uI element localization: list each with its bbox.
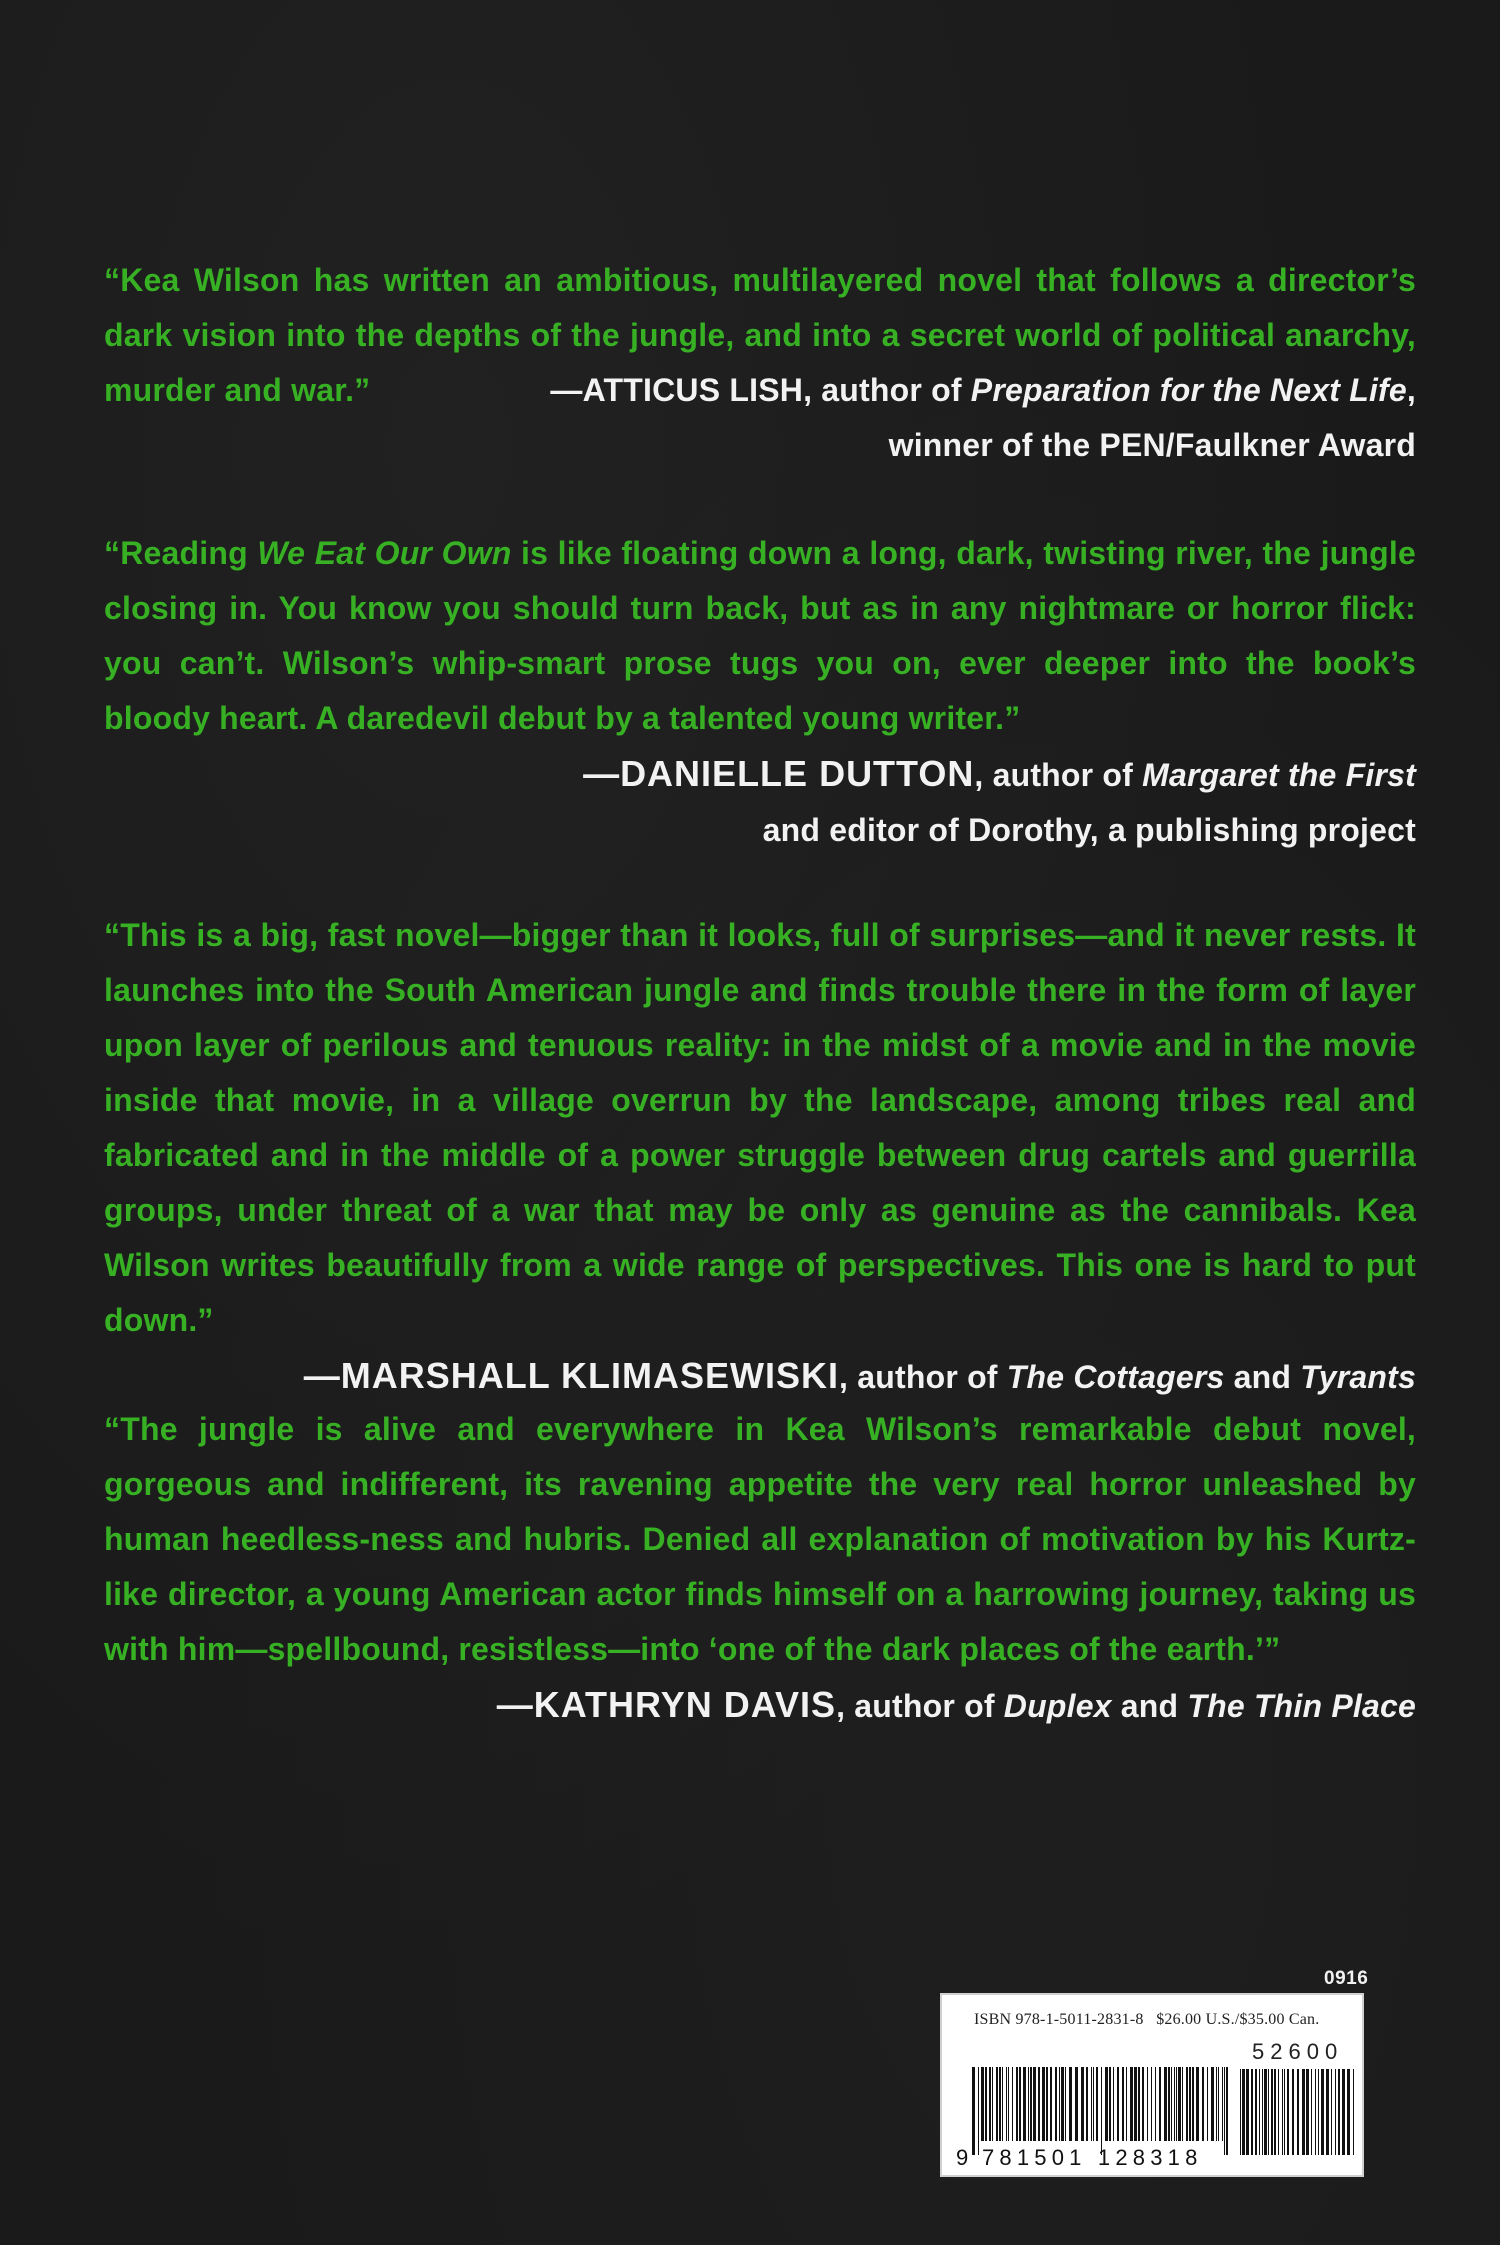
barcode-bar xyxy=(1326,2069,1329,2155)
barcode-bar xyxy=(1091,2067,1092,2141)
barcode-bar xyxy=(1335,2069,1336,2155)
barcode-bar xyxy=(1023,2067,1026,2141)
barcode-bar xyxy=(1069,2067,1072,2141)
barcode-bar xyxy=(1130,2067,1133,2141)
barcode-bar xyxy=(1101,2067,1102,2155)
blurb-credit: winner of the PEN/Faulkner Award xyxy=(888,427,1416,463)
blurb-author: —KATHRYN DAVIS xyxy=(496,1684,837,1725)
ean-first-digit: 9 xyxy=(956,2145,969,2170)
barcode-bar xyxy=(1151,2067,1152,2141)
book-title: Tyrants xyxy=(1300,1359,1416,1395)
barcode-bar xyxy=(1278,2069,1279,2155)
barcode-bar xyxy=(1113,2067,1114,2141)
barcode-bar xyxy=(1271,2069,1273,2155)
barcode-bar xyxy=(1284,2069,1285,2155)
barcode-bar xyxy=(1297,2069,1299,2155)
blurb-author: —DANIELLE DUTTON xyxy=(583,753,975,794)
blurb-attribution: —ATTICUS LISH, author of Preparation for the Next Life, xyxy=(550,372,1416,408)
barcode-bar xyxy=(1016,2067,1018,2141)
price-text: $26.00 U.S./$35.00 Can. xyxy=(1156,2011,1320,2028)
barcode-bar xyxy=(1176,2067,1177,2141)
barcode-bar xyxy=(1065,2067,1066,2141)
barcode-bar xyxy=(1159,2067,1161,2141)
barcode-bar xyxy=(1174,2067,1175,2141)
barcode-bar xyxy=(1282,2069,1283,2155)
isbn-line xyxy=(974,2011,1319,2029)
barcode-bar xyxy=(1338,2069,1340,2155)
blurb-author: —MARSHALL KLIMASEWISKI xyxy=(303,1355,840,1396)
price-code: 0916 xyxy=(1324,1968,1369,1989)
barcode-bar xyxy=(1189,2067,1191,2141)
barcode-bar xyxy=(1306,2069,1309,2155)
barcode-bar xyxy=(1126,2067,1127,2141)
barcode-bar xyxy=(1242,2069,1245,2155)
barcode-bar xyxy=(1311,2069,1312,2155)
barcode-bar xyxy=(1246,2069,1249,2155)
barcode-bar xyxy=(1138,2067,1140,2141)
book-title: Preparation for the Next Life xyxy=(970,372,1407,408)
book-title: Margaret the First xyxy=(1142,757,1416,793)
barcode-bar xyxy=(985,2067,987,2141)
barcode-bar xyxy=(1155,2067,1156,2141)
barcode-bar xyxy=(1134,2067,1137,2141)
barcode-bar xyxy=(1008,2067,1009,2141)
barcode-bar xyxy=(1093,2067,1094,2141)
barcode-bar xyxy=(1331,2069,1332,2155)
blurb-attribution: —MARSHALL KLIMASEWISKI, author of The Cottagers and Tyrants xyxy=(303,1355,1416,1396)
blurb-attribution: —KATHRYN DAVIS, author of Duplex and The Thin Place xyxy=(496,1684,1416,1725)
barcode-bar xyxy=(1292,2069,1294,2155)
barcode-bar xyxy=(1059,2067,1060,2141)
barcode-bar xyxy=(1122,2067,1124,2141)
barcode-bar xyxy=(1321,2069,1324,2155)
barcode-bar xyxy=(1218,2067,1219,2141)
barcode-bar xyxy=(1222,2067,1223,2141)
barcode-bar xyxy=(1142,2067,1144,2141)
barcode-bar xyxy=(999,2067,1001,2141)
barcode-bar xyxy=(1028,2067,1029,2141)
barcode-bar xyxy=(1055,2067,1057,2141)
barcode-bar xyxy=(1216,2067,1217,2141)
barcode-bar xyxy=(1171,2067,1172,2141)
barcode-bar xyxy=(1081,2067,1084,2141)
barcode-bar xyxy=(1315,2069,1316,2155)
barcode-bar xyxy=(1019,2067,1021,2141)
isbn-text: ISBN 978-1-5011-2831-8 xyxy=(974,2011,1144,2028)
barcode-bar xyxy=(1002,2067,1003,2141)
barcode-bar xyxy=(1342,2069,1345,2155)
barcode-bar xyxy=(1264,2069,1267,2155)
barcode-bar xyxy=(1105,2067,1108,2141)
barcode-bar xyxy=(1061,2067,1064,2141)
barcode-bar xyxy=(1050,2067,1052,2141)
barcode-bar xyxy=(1117,2067,1119,2141)
barcode-bar xyxy=(1274,2069,1276,2155)
barcode-bar xyxy=(1302,2069,1305,2155)
barcode-bar xyxy=(1147,2067,1148,2141)
barcode-bar xyxy=(1096,2067,1098,2141)
blurb-danielle-dutton xyxy=(104,526,1416,858)
barcode-bar xyxy=(1109,2067,1111,2141)
barcode-label xyxy=(940,1993,1364,2177)
barcode-bar xyxy=(1255,2069,1257,2155)
barcode-bar xyxy=(1251,2069,1253,2155)
barcode-bar xyxy=(1012,2067,1013,2141)
barcode-bar xyxy=(1168,2067,1170,2141)
barcode-bar xyxy=(1240,2069,1241,2155)
barcode-bar xyxy=(1006,2067,1007,2141)
blurb-kathryn-davis xyxy=(104,1402,1416,1734)
barcode-bar xyxy=(1178,2067,1181,2141)
barcode-bar xyxy=(1318,2069,1319,2155)
barcode-bar xyxy=(1186,2067,1188,2141)
barcode-bar xyxy=(1164,2067,1167,2141)
barcode-bar xyxy=(992,2067,993,2141)
blurb-quote: “This is a big, fast novel—bigger than it looks, full of surprises—and it never rests. It launches into the South American jungle and finds trouble there in the form of layer upon layer of perilous and tenuous reality: in the midst of a movie and in the movie inside that movie, in a village overrun by the landscape, among tribes real and fabricated and in the middle of a power struggle between drug cartels and guerrilla groups, under threat of a war that may be only as genuine as the cannibals. Kea Wilson writes beautifully from a wide range of perspectives. This one is hard to put down.” xyxy=(104,917,1416,1338)
barcode-bar xyxy=(1033,2067,1036,2141)
barcode-bar xyxy=(1211,2067,1214,2141)
barcode-bar xyxy=(1207,2067,1208,2141)
barcode-bar xyxy=(1226,2067,1228,2155)
book-title: The Thin Place xyxy=(1187,1688,1416,1724)
barcode-bar xyxy=(1224,2067,1225,2155)
barcode-bar xyxy=(1075,2067,1078,2141)
blurb-author: —ATTICUS LISH xyxy=(550,372,804,408)
ean-digits: 781501 128318 xyxy=(982,2145,1203,2170)
barcode-bar xyxy=(1086,2067,1088,2141)
barcode-bar xyxy=(996,2067,998,2141)
barcode-bar xyxy=(1196,2067,1199,2141)
ean-barcode xyxy=(972,2067,1228,2155)
barcode-bar xyxy=(989,2067,991,2141)
barcode-bar xyxy=(1046,2067,1048,2141)
book-title: We Eat Our Own xyxy=(257,535,512,571)
blurb-quote: “Reading We Eat Our Own is like floating down a long, dark, twisting river, the jungle closing in. You know you should turn back, but as in any nightmare or horror flick: you can’t. Wilson’s whip-smart prose tugs you on, ever deeper into the book’s bloody heart. A daredevil debut by a talented young writer.” xyxy=(104,535,1416,736)
barcode-bar xyxy=(978,2067,979,2155)
blurb-atticus-lish xyxy=(104,253,1416,473)
barcode-bar xyxy=(1287,2069,1289,2155)
barcode-bar xyxy=(1192,2067,1194,2141)
barcode-bar xyxy=(1182,2067,1183,2141)
barcode-bar xyxy=(1030,2067,1032,2141)
barcode-bar xyxy=(1262,2069,1263,2155)
blurb-marshall-klimasewiski xyxy=(104,908,1416,1405)
blurb-quote: “The jungle is alive and everywhere in Kea Wilson’s remarkable debut novel, gorgeous and indifferent, its ravening appetite the very real horror unleashed by human heedless-ness and hubris. Denied all explanation of motivation by his Kurtz-like director, a young American actor finds himself on a harrowing journey, taking us with him—spellbound, resistless—into ‘one of the dark places of the earth.’” xyxy=(104,1411,1416,1667)
blurb-attribution: —DANIELLE DUTTON, author of Margaret the First and editor of Dorothy, a publishing project xyxy=(583,753,1416,848)
barcode-bar xyxy=(1353,2069,1354,2155)
barcode-bar xyxy=(1038,2067,1040,2141)
addon-number: 52600 xyxy=(1252,2039,1344,2064)
barcode-bar xyxy=(1042,2067,1045,2141)
blurb-quote: “Kea Wilson has written an ambitious, multilayered novel that follows a director’s dark vision into the depths of the jungle, and into a secret world of political anarchy, murder and war.” —ATTICUS LISH, author of Preparation for the Next Life, xyxy=(104,253,1416,418)
barcode-bar xyxy=(1268,2069,1269,2155)
barcode-bar xyxy=(972,2067,975,2155)
barcode-bar xyxy=(1347,2069,1350,2155)
book-title: Duplex xyxy=(1003,1688,1112,1724)
barcode-bar xyxy=(1202,2067,1204,2141)
barcode-bar xyxy=(981,2067,984,2141)
book-title: The Cottagers xyxy=(1006,1359,1225,1395)
addon-barcode xyxy=(1240,2069,1354,2155)
barcode-bar xyxy=(1259,2069,1260,2155)
